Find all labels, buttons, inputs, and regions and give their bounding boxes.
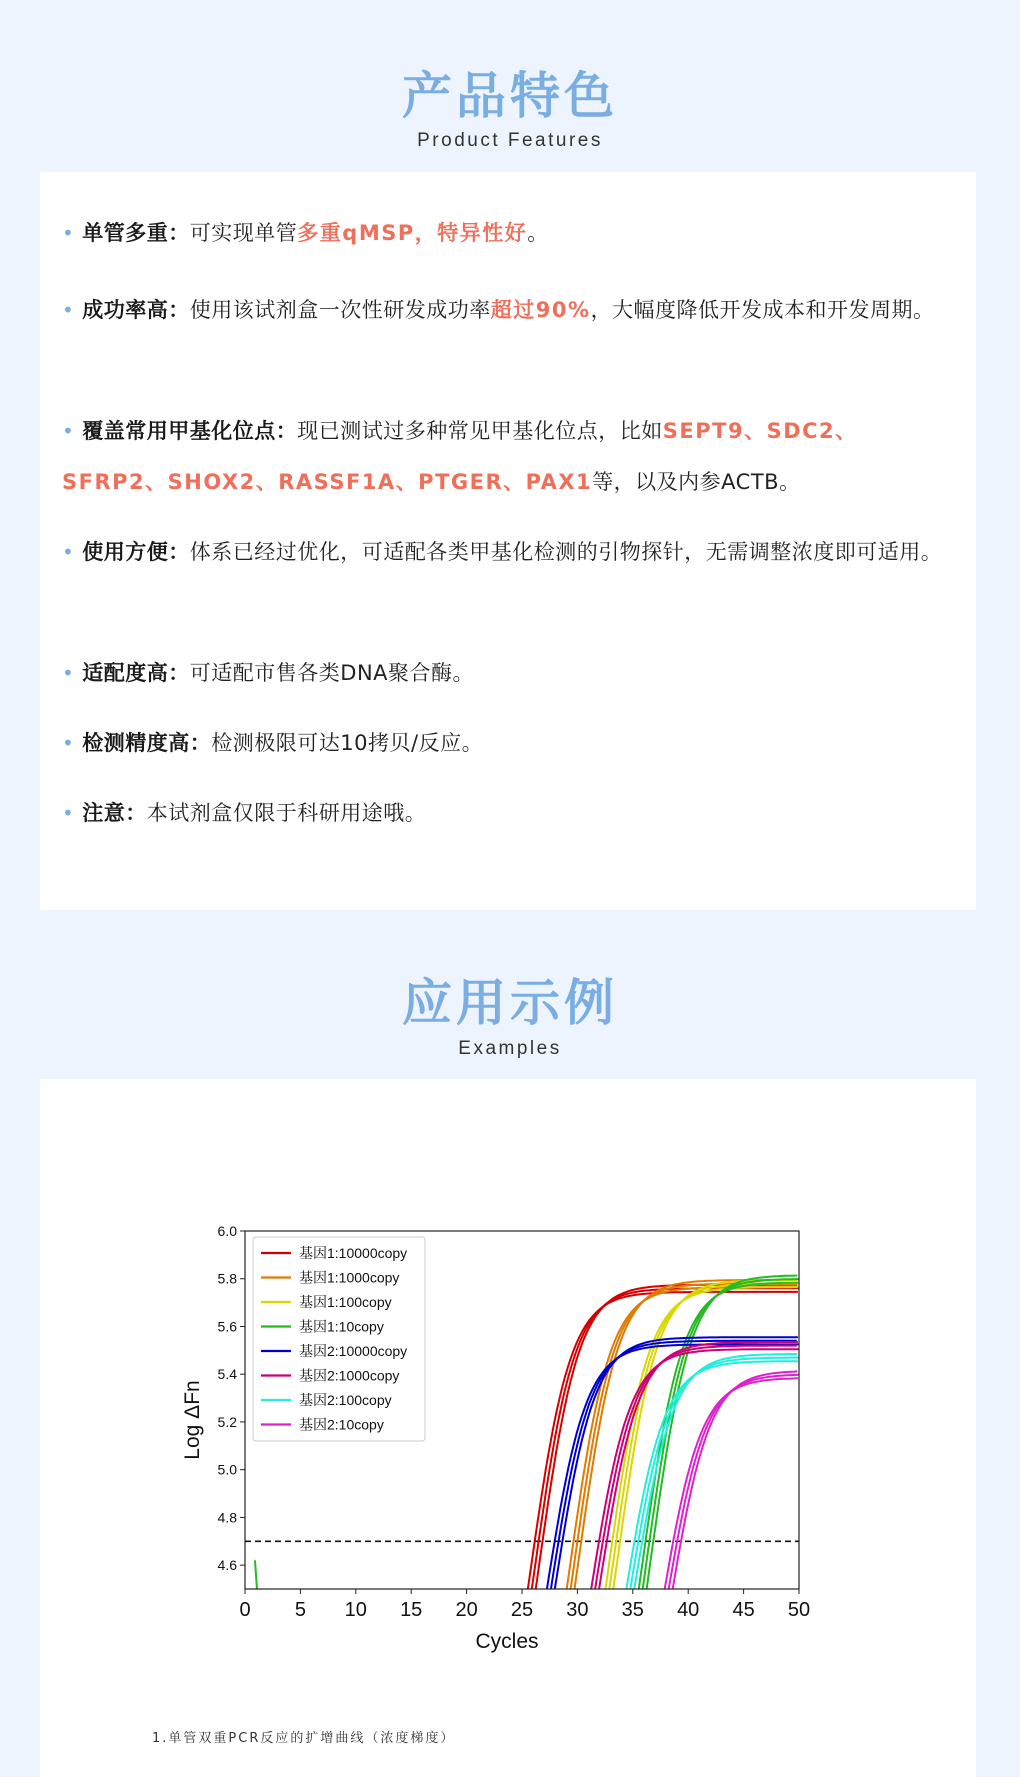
feature-label: 适配度高： [82, 661, 190, 685]
bullet-icon: • [62, 801, 75, 825]
x-tick-label: 35 [621, 1599, 644, 1621]
legend-label: 基因1:10000copy [299, 1245, 408, 1261]
feature-text [82, 661, 474, 685]
bullet-icon: • [62, 419, 75, 443]
feature-desc: 。 [527, 221, 549, 245]
feature-label: 检测精度高： [82, 731, 212, 755]
feature-desc: 体系已经过优化，可适配各类甲基化检测的引物探针，无需调整浓度即可适用。 [189, 540, 943, 564]
feature-label: 覆盖常用甲基化位点： [82, 419, 298, 443]
feature-highlight: 多重qMSP，特异性好 [297, 221, 528, 245]
x-tick-label: 20 [455, 1599, 478, 1621]
feature-label: 注意： [82, 801, 147, 825]
feature-desc: 可适配市售各类DNA聚合酶。 [189, 661, 475, 685]
features-title: 产品特色 [402, 67, 618, 125]
curve-replicate [510, 1344, 798, 1699]
legend-label: 基因1:100copy [299, 1294, 392, 1310]
feature-item-1 [62, 208, 962, 259]
feature-highlight: SEPT9、SDC2、SFRP2、SHOX2、RASSF1A、PTGER、PAX1 [62, 419, 858, 494]
y-tick-label: 5.6 [217, 1318, 237, 1335]
x-tick-label: 30 [566, 1599, 589, 1621]
x-tick-label: 50 [787, 1599, 811, 1621]
legend-label: 基因2:1000copy [299, 1367, 400, 1384]
feature-item-5 [62, 648, 962, 699]
examples-subtitle: Examples [458, 1038, 562, 1059]
x-tick-label: 40 [677, 1599, 700, 1621]
x-tick-label: 5 [294, 1599, 306, 1621]
bullet-icon: • [62, 661, 75, 685]
y-tick-label: 4.8 [217, 1509, 237, 1526]
feature-label: 单管多重： [82, 221, 190, 245]
x-tick-label: 25 [510, 1599, 534, 1621]
feature-text [82, 221, 548, 245]
amplification-chart [40, 1079, 976, 1699]
feature-text [82, 801, 426, 825]
y-tick-label: 5.2 [217, 1413, 237, 1430]
feature-desc: 等，以及内参ACTB。 [592, 470, 801, 494]
y-tick-label: 5.8 [217, 1270, 237, 1287]
curve-replicate [609, 1276, 797, 1700]
x-tick-label: 0 [239, 1599, 251, 1621]
curve-replicate [594, 1358, 799, 1699]
feature-label: 成功率高： [82, 298, 190, 322]
feature-item-4 [62, 527, 962, 578]
noise-spike [255, 1560, 258, 1613]
y-axis-label: Log ΔFn [181, 1380, 204, 1460]
feature-item-2 [62, 285, 962, 336]
y-tick-label: 5.0 [217, 1461, 237, 1478]
legend-label: 基因1:10copy [299, 1318, 384, 1335]
x-axis-label: Cycles [475, 1630, 539, 1653]
legend-label: 基因2:10copy [299, 1416, 384, 1433]
feature-desc: 使用该试剂盒一次性研发成功率 [189, 298, 491, 322]
examples-title: 应用示例 [402, 974, 618, 1032]
legend-label: 基因2:10000copy [299, 1343, 408, 1359]
curve-replicate [637, 1371, 798, 1699]
legend-label: 基因1:1000copy [299, 1269, 400, 1286]
chart-caption: 1.单管双重PCR反应的扩增曲线（浓度梯度） [152, 1731, 456, 1746]
feature-text [82, 298, 934, 322]
y-tick-label: 6.0 [217, 1223, 237, 1239]
examples-card [40, 1079, 976, 1777]
x-tick-label: 15 [400, 1599, 423, 1621]
bullet-icon: • [62, 540, 75, 564]
feature-text [62, 419, 858, 494]
feature-item-6 [62, 718, 962, 769]
bullet-icon: • [62, 731, 75, 755]
bullet-icon: • [62, 298, 75, 322]
y-tick-label: 4.6 [217, 1557, 237, 1574]
x-tick-label: 45 [732, 1599, 755, 1621]
feature-desc: 现已测试过多种常见甲基化位点，比如 [297, 419, 663, 443]
feature-label: 使用方便： [82, 540, 190, 564]
series-5 [510, 1337, 798, 1699]
bullet-icon: • [62, 221, 75, 245]
features-subtitle: Product Features [417, 130, 603, 151]
y-tick-label: 5.4 [217, 1366, 237, 1383]
feature-highlight: 超过90% [490, 298, 591, 322]
legend-box [253, 1237, 425, 1441]
curve-replicate [518, 1337, 798, 1699]
curve-replicate [598, 1354, 797, 1699]
x-tick-label: 10 [344, 1599, 367, 1621]
series-4 [601, 1276, 799, 1700]
feature-item-7 [62, 788, 962, 839]
curve-replicate [633, 1375, 799, 1699]
feature-item-3 [62, 406, 962, 508]
feature-desc: ，大幅度降低开发成本和开发周期。 [590, 298, 935, 322]
legend-label: 基因2:100copy [299, 1392, 392, 1408]
feature-desc: 本试剂盒仅限于科研用途哦。 [146, 801, 427, 825]
features-card [40, 172, 976, 910]
feature-text [82, 731, 483, 755]
feature-desc: 可实现单管 [189, 221, 298, 245]
feature-text [82, 540, 942, 564]
feature-desc: 检测极限可达10拷贝/反应。 [211, 731, 484, 755]
